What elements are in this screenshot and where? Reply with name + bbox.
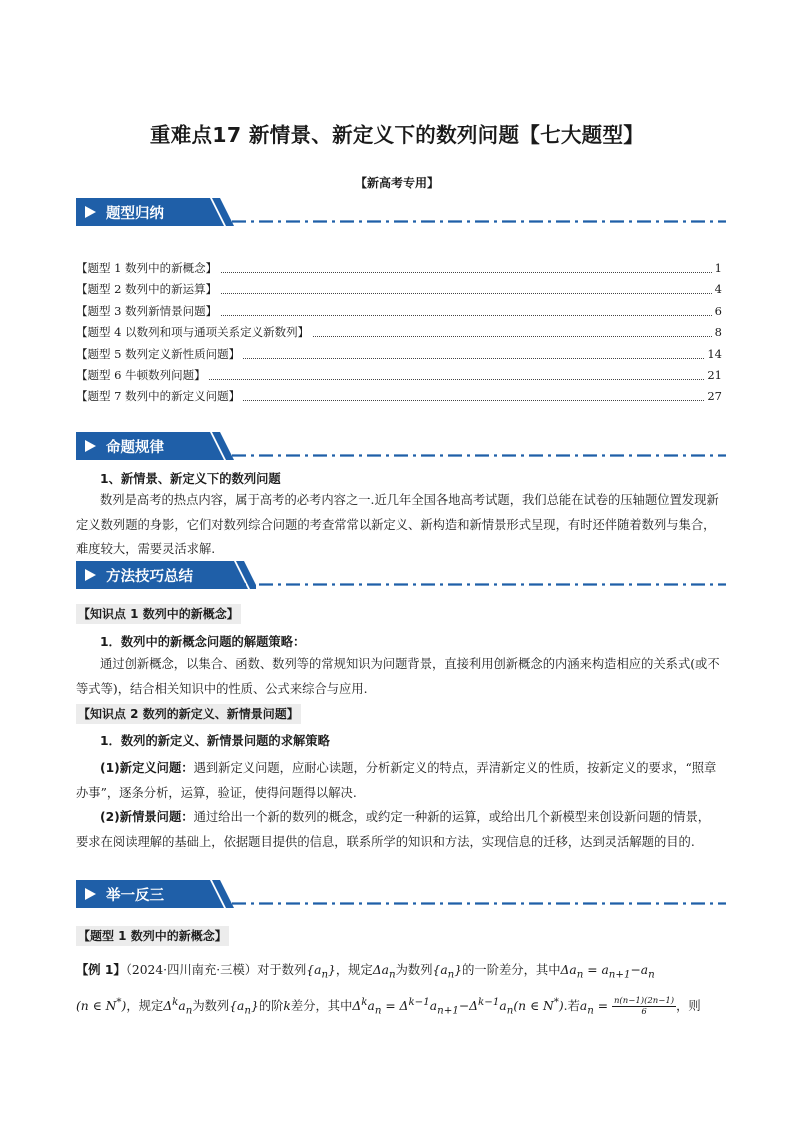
play-arrow-icon — [85, 206, 96, 218]
table-of-contents — [76, 258, 722, 408]
example-line-2: (n ∈ N*)，规定$\Delta^ka_n$为数列$\{a_n\}$的阶k差分，其中$\Delta^ka_n = \Delta^{k-1}a_{n+1}-\Delta^{k-1}a_n(n$ ∈ N*).若$a_n$ = $\frac{n(n-1)(2n-1)}{6}$ ，则 — [76, 996, 701, 1018]
play-arrow-icon — [85, 440, 96, 452]
knowledge-box-2: 【知识点 2 数列的新定义、新情景问题】 — [76, 704, 301, 724]
fraction: $\frac{n(n-1)(2n-1)}{6}$ — [613, 996, 675, 1018]
section-title: 命题规律 — [106, 440, 164, 456]
knowledge-1-heading: 1．数列中的新概念问题的解题策略： — [100, 635, 306, 649]
example-line-1: 【例 1】（2024·四川南充·三模）对于数列$\{a_n\}$，规定$\Delta a_n$为数列$\{a_n\}$的一阶差分，其中$\Delta a_n = a_{n+1}-a_n$ — [76, 963, 655, 981]
dash-dot-rule — [232, 583, 726, 586]
section-banner — [76, 432, 256, 460]
dash-dot-rule — [232, 220, 726, 223]
example-type-box: 【题型 1 数列中的新概念】 — [76, 926, 229, 946]
dash-dot-rule — [232, 454, 726, 457]
knowledge-2-para-2: (2)新情景问题：通过给出一个新的数列的概念，或约定一种新的运算，或给出几个新模型来创设新问题的情景，要求在阅读理解的基础上，依据题目提供的信息，联系所学的知识和方法，实现信息的迁移，达到灵活解题的目的. — [76, 810, 711, 849]
section-title: 举一反三 — [106, 888, 164, 904]
play-arrow-icon — [85, 888, 96, 900]
rule-body: 数列是高考的热点内容，属于高考的必考内容之一.近几年全国各地高考试题，我们总能在试卷的压轴题位置发现新定义数列题的身影，它们对数列综合问题的考查常常以新定义、新构造和新情景形式呈现，有时还伴随着数列与集合，难度较大，需要灵活求解. — [76, 493, 719, 556]
dash-dot-rule — [232, 902, 726, 905]
toc-row[interactable]: 【题型 4 以数列和项与通项关系定义新数列】 8 — [76, 322, 722, 343]
section-banner — [76, 880, 256, 908]
section-header-rules — [76, 432, 726, 460]
knowledge-1-body: 通过创新概念，以集合、函数、数列等的常规知识为问题背景，直接利用创新概念的内涵来构造相应的关系式(或不等式等)，结合相关知识中的性质、公式来综合与应用. — [76, 657, 720, 696]
section-title: 方法技巧总结 — [106, 569, 193, 585]
section-header-types — [76, 198, 726, 226]
toc-row[interactable]: 【题型 3 数列新情景问题】 6 — [76, 301, 722, 322]
page-subtitle: 【新高考专用】 — [354, 176, 439, 190]
knowledge-2-heading: 1．数列的新定义、新情景问题的求解策略 — [100, 734, 330, 748]
toc-row[interactable]: 【题型 7 数列中的新定义问题】 27 — [76, 386, 722, 407]
toc-row[interactable]: 【题型 1 数列中的新概念】 1 — [76, 258, 722, 279]
section-title: 题型归纳 — [106, 206, 164, 222]
section-header-methods — [76, 561, 726, 589]
section-header-practice — [76, 880, 726, 908]
rule-heading: 1、新情景、新定义下的数列问题 — [100, 472, 281, 486]
page-title: 重难点17 新情景、新定义下的数列问题【七大题型】 — [149, 123, 645, 147]
toc-row[interactable]: 【题型 5 数列定义新性质问题】 14 — [76, 344, 722, 365]
knowledge-2-para-1: (1)新定义问题：遇到新定义问题，应耐心读题，分析新定义的特点，弄清新定义的性质，按新定义的要求，“照章办事”，逐条分析，运算，验证，使得问题得以解决. — [76, 761, 717, 800]
toc-row[interactable]: 【题型 6 牛顿数列问题】 21 — [76, 365, 722, 386]
play-arrow-icon — [85, 569, 96, 581]
knowledge-box-1: 【知识点 1 数列中的新概念】 — [76, 604, 241, 624]
section-banner — [76, 198, 256, 226]
toc-row[interactable]: 【题型 2 数列中的新运算】 4 — [76, 279, 722, 300]
